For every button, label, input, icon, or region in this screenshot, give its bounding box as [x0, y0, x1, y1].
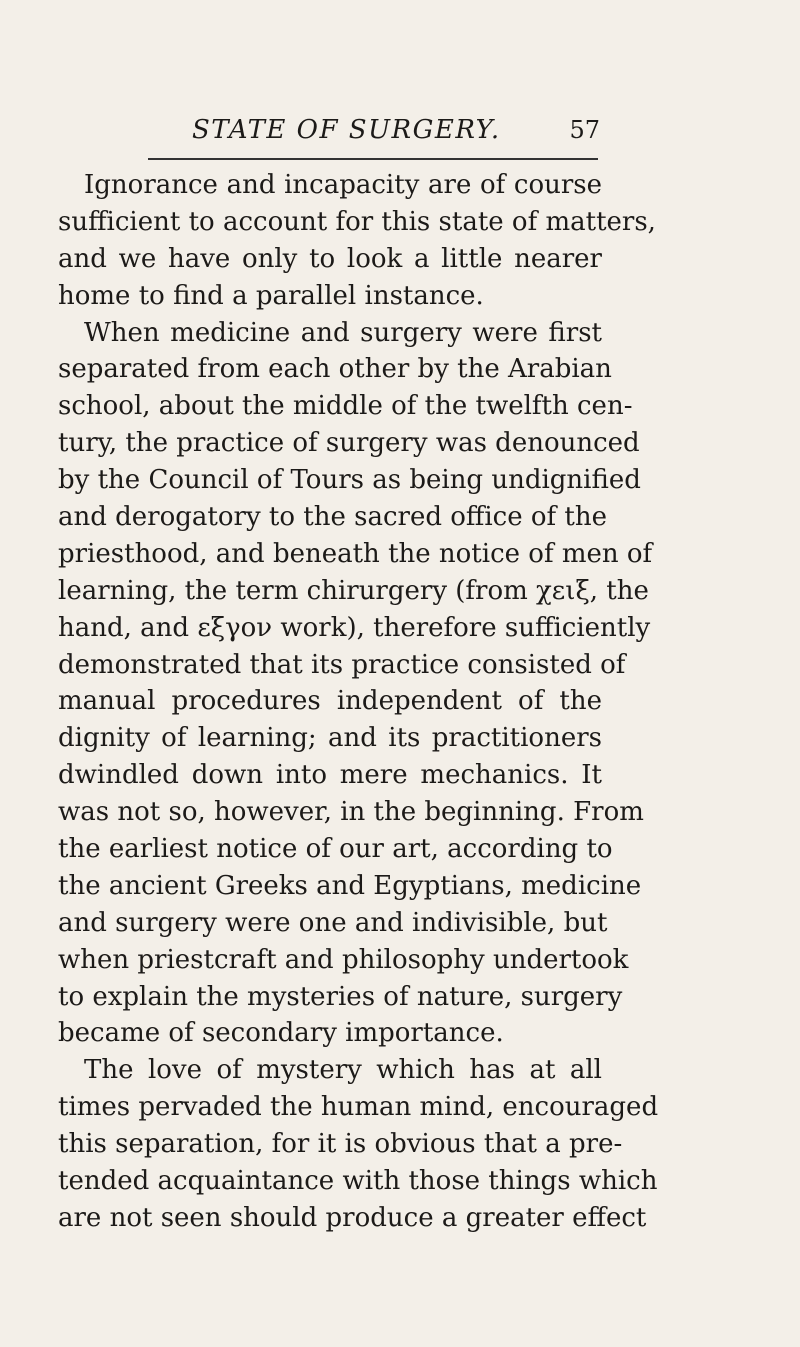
text-line: manual procedures independent of the	[58, 686, 602, 717]
text-line: priesthood, and beneath the notice of men of	[58, 538, 653, 569]
text-line: school, about the middle of the twelfth cen-	[58, 391, 633, 422]
text-line: When medicine and surgery were first	[84, 317, 602, 348]
text-line: the earliest notice of our art, according to	[58, 834, 613, 865]
text-line: are not seen should produce a greater effect	[58, 1202, 647, 1233]
text-line: hand, and εξγον work), therefore sufficiently	[58, 612, 651, 643]
text-line: tury, the practice of surgery was denounced	[58, 428, 640, 459]
text-line: when priestcraft and philosophy undertook	[58, 944, 629, 975]
text-line: Ignorance and incapacity are of course	[84, 170, 602, 200]
running-head	[130, 112, 600, 152]
text-line: became of secondary importance.	[58, 1018, 504, 1049]
text-line: by the Council of Tours as being undignified	[58, 465, 641, 496]
text-line: tended acquaintance with those things which	[58, 1166, 658, 1197]
text-line: separated from each other by the Arabian	[58, 354, 612, 385]
text-line: and we have only to look a little nearer	[58, 243, 602, 274]
text-line: was not so, however, in the beginning. From	[58, 797, 644, 828]
text-line: home to find a parallel instance.	[58, 280, 484, 311]
text-line: dwindled down into mere mechanics. It	[58, 760, 602, 791]
text-line: dignity of learning; and its practitioners	[58, 723, 602, 754]
header-rule	[148, 158, 598, 160]
running-title: STATE OF SURGERY.	[192, 115, 501, 145]
body-text	[58, 167, 659, 1237]
text-line: The love of mystery which has at all	[84, 1055, 602, 1086]
text-line: the ancient Greeks and Egyptians, medicine	[58, 870, 642, 901]
page-number: 57	[569, 116, 600, 144]
text-line: learning, the term chirurgery (from χειξ, the	[58, 575, 649, 606]
text-line: and surgery were one and indivisible, but	[58, 907, 608, 938]
text-line: and derogatory to the sacred office of the	[58, 502, 608, 533]
text-line: to explain the mysteries of nature, surgery	[58, 981, 623, 1012]
text-line: this separation, for it is obvious that a pre-	[58, 1129, 623, 1160]
text-line: demonstrated that its practice consisted of	[58, 649, 626, 680]
text-line: sufficient to account for this state of matters,	[58, 206, 656, 237]
text-line: times pervaded the human mind, encouraged	[58, 1092, 659, 1123]
